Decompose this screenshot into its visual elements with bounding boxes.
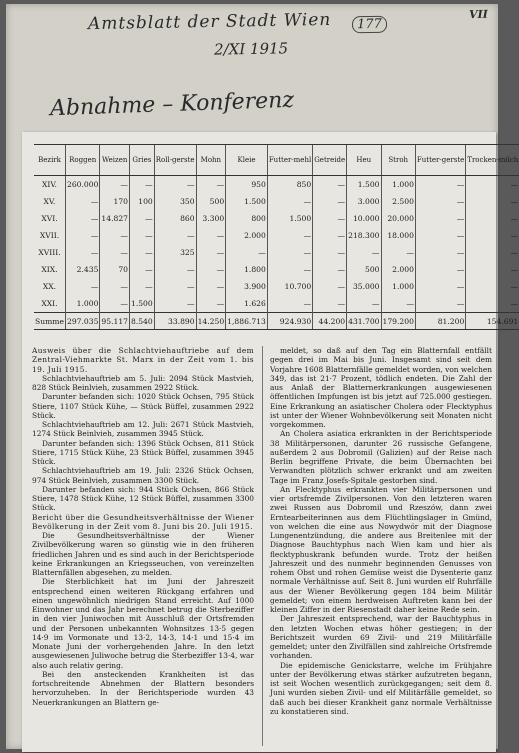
column-header: Futter-mehl: [267, 145, 312, 176]
table-cell: —: [466, 227, 519, 244]
table-cell: 950: [226, 176, 268, 194]
table-cell: —: [129, 244, 154, 261]
table-cell: —: [66, 210, 100, 227]
table-header-row: [34, 145, 519, 176]
table-cell: —: [313, 278, 347, 295]
column-header: Roggen: [66, 145, 100, 176]
table-cell: XIX.: [41, 265, 58, 274]
table-cell: —: [415, 227, 465, 244]
table-cell: 20.000: [381, 210, 415, 227]
total-cell: 95.117: [100, 313, 130, 330]
handwritten-number: 177: [352, 16, 387, 34]
article-heading: Bericht über die Gesundheitsverhältnisse der Wiener Bevölkerung in der Zeit vom 8. Juni bis 20. Juli 1915.: [32, 512, 254, 531]
table-cell: 2.000: [381, 261, 415, 278]
total-cell: 44.200: [313, 313, 347, 330]
table-cell: —: [466, 210, 519, 227]
table-cell: XVII.: [39, 231, 60, 240]
article-paragraph: Der Jahreszeit entsprechend, war der Bauchtyphus in den letzten Wochen etwas höher gestiegen; in der Berichtszeit wurden 69 Zivil- und 219 Militärfälle gemeldet; unter den Zivilfällen sind zahlreiche Ortsfremde vorhanden.: [270, 614, 492, 661]
article-paragraph: Schlachtviehauftrieb am 12. Juli: 2671 Stück Mastvieh, 1274 Stück Beinlvieh, zusammen 3945 Stück.: [32, 420, 254, 439]
total-cell: 431.700: [347, 313, 381, 330]
table-cell: 1.800: [226, 261, 268, 278]
table-cell: XV.: [43, 197, 56, 206]
column-header: Roll-gerste: [154, 145, 196, 176]
column-header: Futter-gerste: [415, 145, 465, 176]
table-cell: 10.000: [347, 210, 381, 227]
total-cell: 8.540: [129, 313, 154, 330]
table-cell: —: [100, 295, 130, 313]
article-paragraph: An Cholera asiatica erkrankten in der Berichtsperiode 38 Militärpersonen, darunter 26 russische Gefangene, außerdem 2 aus Dobromil (Galizien) auf der Reise nach Berlin begriffene Private, die beim Übernachten bei Verwandten plötzlich schwer erkrankt und am zweiten Tage im Franz Josefs-Spitale gestorben sind.: [270, 429, 492, 485]
article-paragraph: Die epidemische Genickstarre, welche im Frühjahre unter der Bevölkerung etwas stärker aufzutreten begann, ist seit Wochen wesentlich zurückgegangen; seit dem 8. Juni wurden sieben Zivil- und elf Militärfälle gemeldet, so daß auch bei dieser Krankheit ganz normale Verhältnisse zu konstatieren sind.: [270, 660, 492, 716]
table-cell: —: [415, 176, 465, 194]
table-cell: —: [415, 278, 465, 295]
table-cell: —: [466, 295, 519, 313]
table-cell: —: [415, 261, 465, 278]
article-paragraph: An Flecktyphus erkrankten vier Militärpersonen und vier ortsfremde Zivilpersonen. Von den letzteren waren zwei Russen aus Dobromil und Rzeszów, dann zwei Erntearbeiterinnen aus dem Flüchtlingslager in Gmünd, von welchen die eine aus Nowydwór mit der Diagnose Lungenentzündung, die andere aus Breitenlee mit der Diagnose Bauchtyphus nach Wien kam und hier als flecktyphuskrank befunden wurde. Trotz der heißen Jahreszeit und des nunmehr beginnenden Genusses von rohem Obst und rohen Gemüse weist die Dysenterie ganz normale Verhältnisse auf. Seit 8. Juni wurden elf Ruhrfälle aus der Wiener Bevölkerung gegen 184 beim Militär gemeldet; von einem herdweisen Auftreten kann bei der kleinen Ziffer in der Riesenstadt daher keine Rede sein.: [270, 484, 492, 614]
table-cell: —: [100, 176, 130, 194]
total-cell: 924.930: [267, 313, 312, 330]
table-cell: 1.000: [66, 295, 100, 313]
table-cell: 14.827: [100, 210, 130, 227]
table-cell: —: [100, 278, 130, 295]
table-cell: —: [154, 261, 196, 278]
table-cell: —: [129, 210, 154, 227]
total-cell: 81.200: [415, 313, 465, 330]
table-cell: —: [381, 244, 415, 261]
table-cell: —: [129, 176, 154, 194]
table-cell: —: [196, 227, 226, 244]
archive-sheet: [6, 4, 519, 749]
handwritten-page-numeral: VII: [468, 7, 488, 22]
table-cell: —: [196, 244, 226, 261]
table-cell: —: [196, 295, 226, 313]
article-paragraph: meldet, so daß auf den Tag ein Blatternfall entfällt gegen drei im Mai bis Juni. Insgesamt sind seit dem Vorjahre 1608 Blatternfälle gemeldet worden, von welchen 349, das ist 21·7 Prozent, tödlich endeten. Die Zahl der aus Anlaß der Blatternerkrankungen ausgewiesenen öffentlichen Impfungen ist bis jetzt auf 725.000 gestiegen. Eine Erkrankung an asiatischer Cholera oder Flecktyphus ist unter der Wiener Wohnbevölkerung seit Monaten nicht vorgekommen.: [270, 346, 492, 429]
table-cell: —: [347, 244, 381, 261]
table-cell: —: [313, 176, 347, 194]
table-cell: 3.000: [347, 193, 381, 210]
table-cell: 500: [196, 193, 226, 210]
table-cell: —: [381, 295, 415, 313]
table-cell: —: [415, 244, 465, 261]
article-paragraph: Darunter befanden sich: 1020 Stück Ochsen, 795 Stück Stiere, 1107 Stück Kühe, — Stück Büffel, zusammen 2922 Stück.: [32, 392, 254, 420]
table-cell: 35.000: [347, 278, 381, 295]
article-paragraph: Die Gesundheitsverhältnisse der Wiener Zivilbevölkerung waren so günstig wie in den früheren friedlichen Jahren und es sind auch in der Berichtsperiode keine Erkrankungen an Kriegsseuchen, von vereinzelten Blatternfällen abgesehen, zu melden.: [32, 531, 254, 577]
table-cell: —: [267, 261, 312, 278]
table-cell: XX.: [42, 282, 57, 291]
table-cell: —: [267, 295, 312, 313]
total-cell: 154.691: [466, 313, 519, 330]
table-cell: —: [66, 193, 100, 210]
table-cell: —: [267, 244, 312, 261]
table-cell: —: [267, 227, 312, 244]
table-cell: —: [100, 244, 130, 261]
table-cell: —: [154, 278, 196, 295]
column-header: Getreide: [313, 145, 347, 176]
table-cell: —: [313, 261, 347, 278]
article-columns: [32, 346, 492, 746]
total-cell: 179.200: [381, 313, 415, 330]
table-cell: —: [226, 244, 268, 261]
table-cell: 1.500: [347, 176, 381, 194]
table-cell: 18.000: [381, 227, 415, 244]
table-cell: —: [466, 193, 519, 210]
table-cell: —: [415, 193, 465, 210]
table-cell: —: [66, 278, 100, 295]
table-cell: —: [415, 295, 465, 313]
table-cell: —: [154, 295, 196, 313]
table-cell: —: [196, 261, 226, 278]
table-cell: 70: [100, 261, 130, 278]
table-cell: XIV.: [42, 180, 57, 189]
column-header: Trocken-milch: [466, 145, 519, 176]
table-cell: 2.500: [381, 193, 415, 210]
table-cell: 2.435: [66, 261, 100, 278]
table-row: [34, 278, 519, 295]
column-header: Stroh: [381, 145, 415, 176]
table-cell: 1.000: [381, 278, 415, 295]
article-paragraph: Bei den ansteckenden Krankheiten ist das fortschreitende Abnehmen der Blattern besonders hervorzuheben. In der Berichtsperiode wurden 43 Neuerkrankungen an Blattern ge-: [32, 669, 254, 707]
table-body: [34, 176, 519, 313]
table-cell: —: [313, 193, 347, 210]
column-header: Gries: [129, 145, 154, 176]
table-cell: 325: [154, 244, 196, 261]
table-cell: —: [313, 210, 347, 227]
article-paragraph: Schlachtviehauftrieb am 19. Juli: 2326 Stück Ochsen, 974 Stück Beinlvieh, zusammen 3300 Stück.: [32, 466, 254, 485]
table-cell: —: [129, 261, 154, 278]
table-cell: XVIII.: [38, 248, 61, 257]
article-column-left: [32, 346, 254, 746]
table-cell: 1.500: [226, 193, 268, 210]
donations-table: [34, 144, 519, 330]
table-cell: —: [313, 295, 347, 313]
table-cell: —: [66, 227, 100, 244]
table-cell: 3.900: [226, 278, 268, 295]
table-row: [34, 227, 519, 244]
article-paragraph: Darunter befanden sich: 1396 Stück Ochsen, 811 Stück Stiere, 1715 Stück Kühe, 23 Stück Büffel, zusammen 3945 Stück.: [32, 438, 254, 466]
table-cell: 170: [100, 193, 130, 210]
table-cell: 500: [347, 261, 381, 278]
table-cell: —: [129, 227, 154, 244]
table-cell: 218.300: [347, 227, 381, 244]
table-cell: 260.000: [66, 176, 100, 194]
article-paragraph: Schlachtviehauftrieb am 5. Juli: 2094 Stück Mastvieh, 828 Stück Beinlvieh, zusammen 2922 Stück.: [32, 373, 254, 392]
handwritten-title: Amtsblatt der Stadt Wien: [87, 9, 332, 35]
column-divider: [262, 346, 263, 746]
table-cell: 1.000: [381, 176, 415, 194]
table-cell: 10.700: [267, 278, 312, 295]
column-header: Bezirk: [34, 145, 66, 176]
table-cell: —: [466, 261, 519, 278]
table-cell: —: [100, 227, 130, 244]
table-cell: —: [154, 176, 196, 194]
total-cell: 297.035: [66, 313, 100, 330]
table-cell: XXI.: [41, 299, 58, 308]
table-cell: 1.500: [267, 210, 312, 227]
article-column-right: [270, 346, 492, 746]
table-cell: XVI.: [41, 214, 58, 223]
table-cell: 100: [129, 193, 154, 210]
newspaper-clipping: [22, 132, 519, 752]
column-header: Mohn: [196, 145, 226, 176]
total-cell: 33.890: [154, 313, 196, 330]
table-cell: —: [313, 244, 347, 261]
table-row: [34, 210, 519, 227]
table-cell: —: [196, 278, 226, 295]
table-cell: —: [466, 176, 519, 194]
total-cell: Summe: [34, 313, 66, 330]
total-cell: 14.250: [196, 313, 226, 330]
table-cell: —: [466, 244, 519, 261]
table-row: [34, 261, 519, 278]
table-cell: —: [154, 227, 196, 244]
table-cell: —: [347, 295, 381, 313]
article-heading: Ausweis über die Schlachtviehauftriebe auf dem Zentral-Viehmarkte St. Marx in der Zeit vom 1. bis 19. Juli 1915.: [32, 346, 254, 374]
table-cell: —: [415, 210, 465, 227]
table-cell: 3.300: [196, 210, 226, 227]
article-paragraph: Die Sterblichkeit hat im Juni der Jahreszeit entsprechend einen weiteren Rückgang erfahren und einen ungewöhnlich niedrigen Stand erreicht. Auf 1000 Einwohner und das Jahr berechnet betrug die Sterbeziffer in den vier Juniwochen mit Ausschluß der Ortsfremden und der Personen unbekannten Wohnsitzes 13·5 gegen 14·9 im Vormonate und 13·2, 14·3, 14·1 und 15·4 im Monate Juni der vorhergehenden Jahre. In den letzt ausgewiesenen Juliwoche betrug die Sterbeziffer 13·4, war also auch relativ gering.: [32, 577, 254, 670]
handwritten-date: 2/XI 1915: [213, 39, 289, 59]
handwritten-subtitle: Abnahme – Konferenz: [49, 87, 295, 122]
table-cell: 860: [154, 210, 196, 227]
table-cell: —: [466, 278, 519, 295]
table-cell: 1.626: [226, 295, 268, 313]
column-header: Heu: [347, 145, 381, 176]
table-cell: —: [196, 176, 226, 194]
table-cell: 350: [154, 193, 196, 210]
table-cell: —: [129, 278, 154, 295]
article-paragraph: Darunter befanden sich: 944 Stück Ochsen, 866 Stück Stiere, 1478 Stück Kühe, 12 Stück Büffel, zusammen 3300 Stück.: [32, 484, 254, 513]
table-row: [34, 193, 519, 210]
table-row: [34, 295, 519, 313]
table-cell: —: [313, 227, 347, 244]
table-cell: 2.000: [226, 227, 268, 244]
table-row: [34, 244, 519, 261]
table-cell: —: [66, 244, 100, 261]
table-cell: 1.500: [129, 295, 154, 313]
table-cell: —: [267, 193, 312, 210]
table-totals-row: [34, 313, 519, 330]
total-cell: 1,886.713: [226, 313, 268, 330]
table-cell: 800: [226, 210, 268, 227]
column-header: Kleie: [226, 145, 268, 176]
table-row: [34, 176, 519, 194]
table-cell: 850: [267, 176, 312, 194]
column-header: Weizen: [100, 145, 130, 176]
